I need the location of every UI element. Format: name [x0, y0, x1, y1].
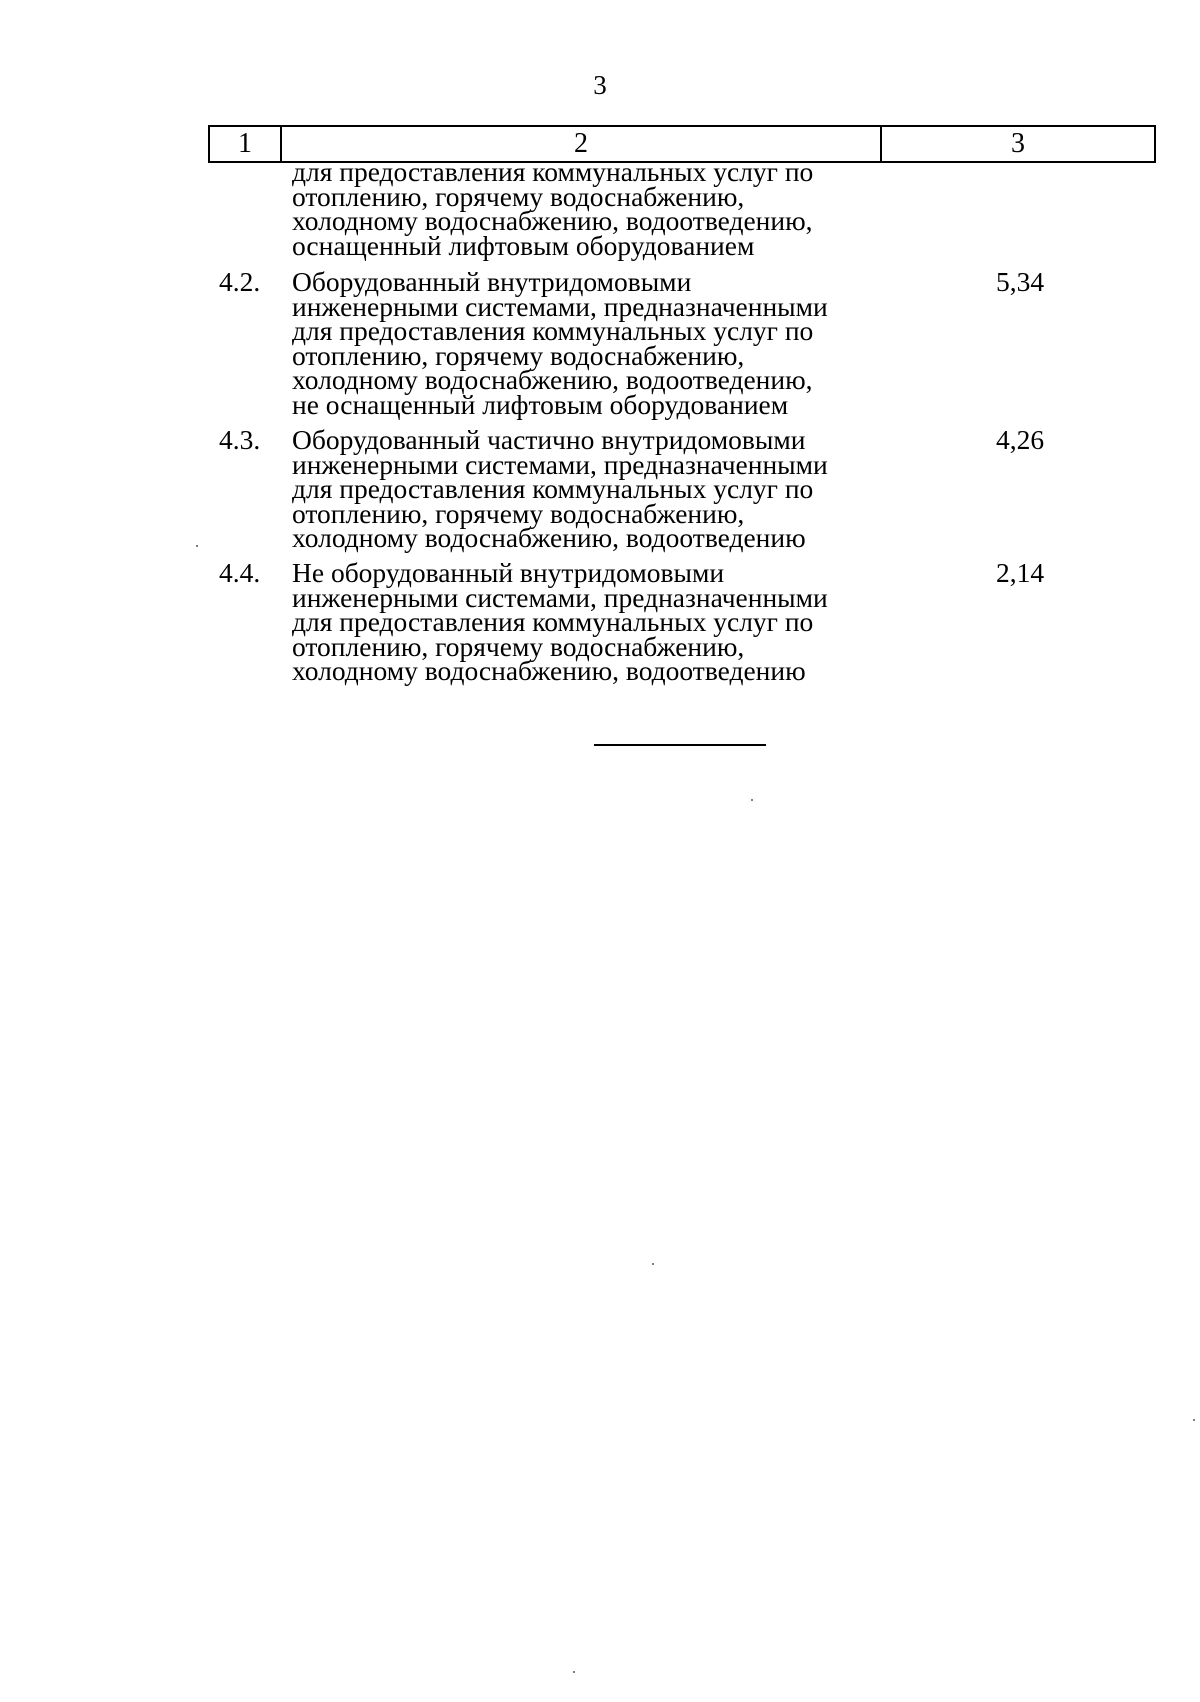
page-number: 3	[593, 70, 607, 100]
description-line: не оснащенный лифтовым оборудованием	[292, 388, 789, 420]
header-col-2: 2	[282, 127, 882, 161]
description-line: оснащенный лифтовым оборудованием	[292, 229, 755, 261]
header-col-3: 3	[1011, 128, 1025, 159]
description-line: для предоставления коммунальных услуг по	[292, 315, 814, 346]
scan-speck	[1193, 1419, 1195, 1421]
description-line: для предоставления коммунальных услуг по	[292, 473, 814, 504]
description-line: холодному водоснабжению, водоотведению,	[292, 205, 813, 236]
row-description	[292, 424, 892, 553]
description-line: Не оборудованный внутридомовыми	[292, 557, 725, 588]
continued-description	[292, 156, 892, 261]
description-line: Оборудованный частично внутридомовыми	[292, 424, 806, 455]
row-value: 5,34	[995, 266, 1045, 297]
description-line: инженерными системами, предназначенными	[292, 448, 828, 480]
description-line: для предоставления коммунальных услуг по	[292, 606, 814, 637]
scan-speck	[573, 1671, 575, 1673]
description-line: отоплению, горячему водоснабжению,	[292, 630, 745, 662]
row-value: 4,26	[995, 424, 1045, 455]
row-description	[292, 266, 892, 420]
description-line: холодному водоснабжению, водоотведению,	[292, 364, 813, 395]
description-line: инженерными системами, предназначенными	[292, 581, 828, 613]
row-number: 4.4.	[219, 557, 261, 588]
scan-speck	[751, 799, 753, 801]
end-of-document-rule	[594, 744, 766, 746]
description-line: Оборудованный внутридомовыми	[292, 266, 692, 297]
row-value: 2,14	[995, 557, 1045, 588]
scan-speck	[196, 545, 198, 547]
description-line: холодному водоснабжению, водоотведению	[292, 655, 806, 686]
row-description	[292, 557, 892, 686]
description-line: отоплению, горячему водоснабжению,	[292, 497, 745, 529]
description-line: для предоставления коммунальных услуг по	[292, 156, 814, 187]
description-line: холодному водоснабжению, водоотведению	[292, 522, 806, 553]
description-line: инженерными системами, предназначенными	[292, 290, 828, 322]
scan-speck	[652, 1263, 654, 1265]
row-number: 4.2.	[219, 266, 261, 297]
header-col-1: 1	[210, 127, 282, 161]
description-line: отоплению, горячему водоснабжению,	[292, 339, 745, 371]
description-line: отоплению, горячему водоснабжению,	[292, 180, 745, 212]
row-number: 4.3.	[219, 424, 261, 455]
